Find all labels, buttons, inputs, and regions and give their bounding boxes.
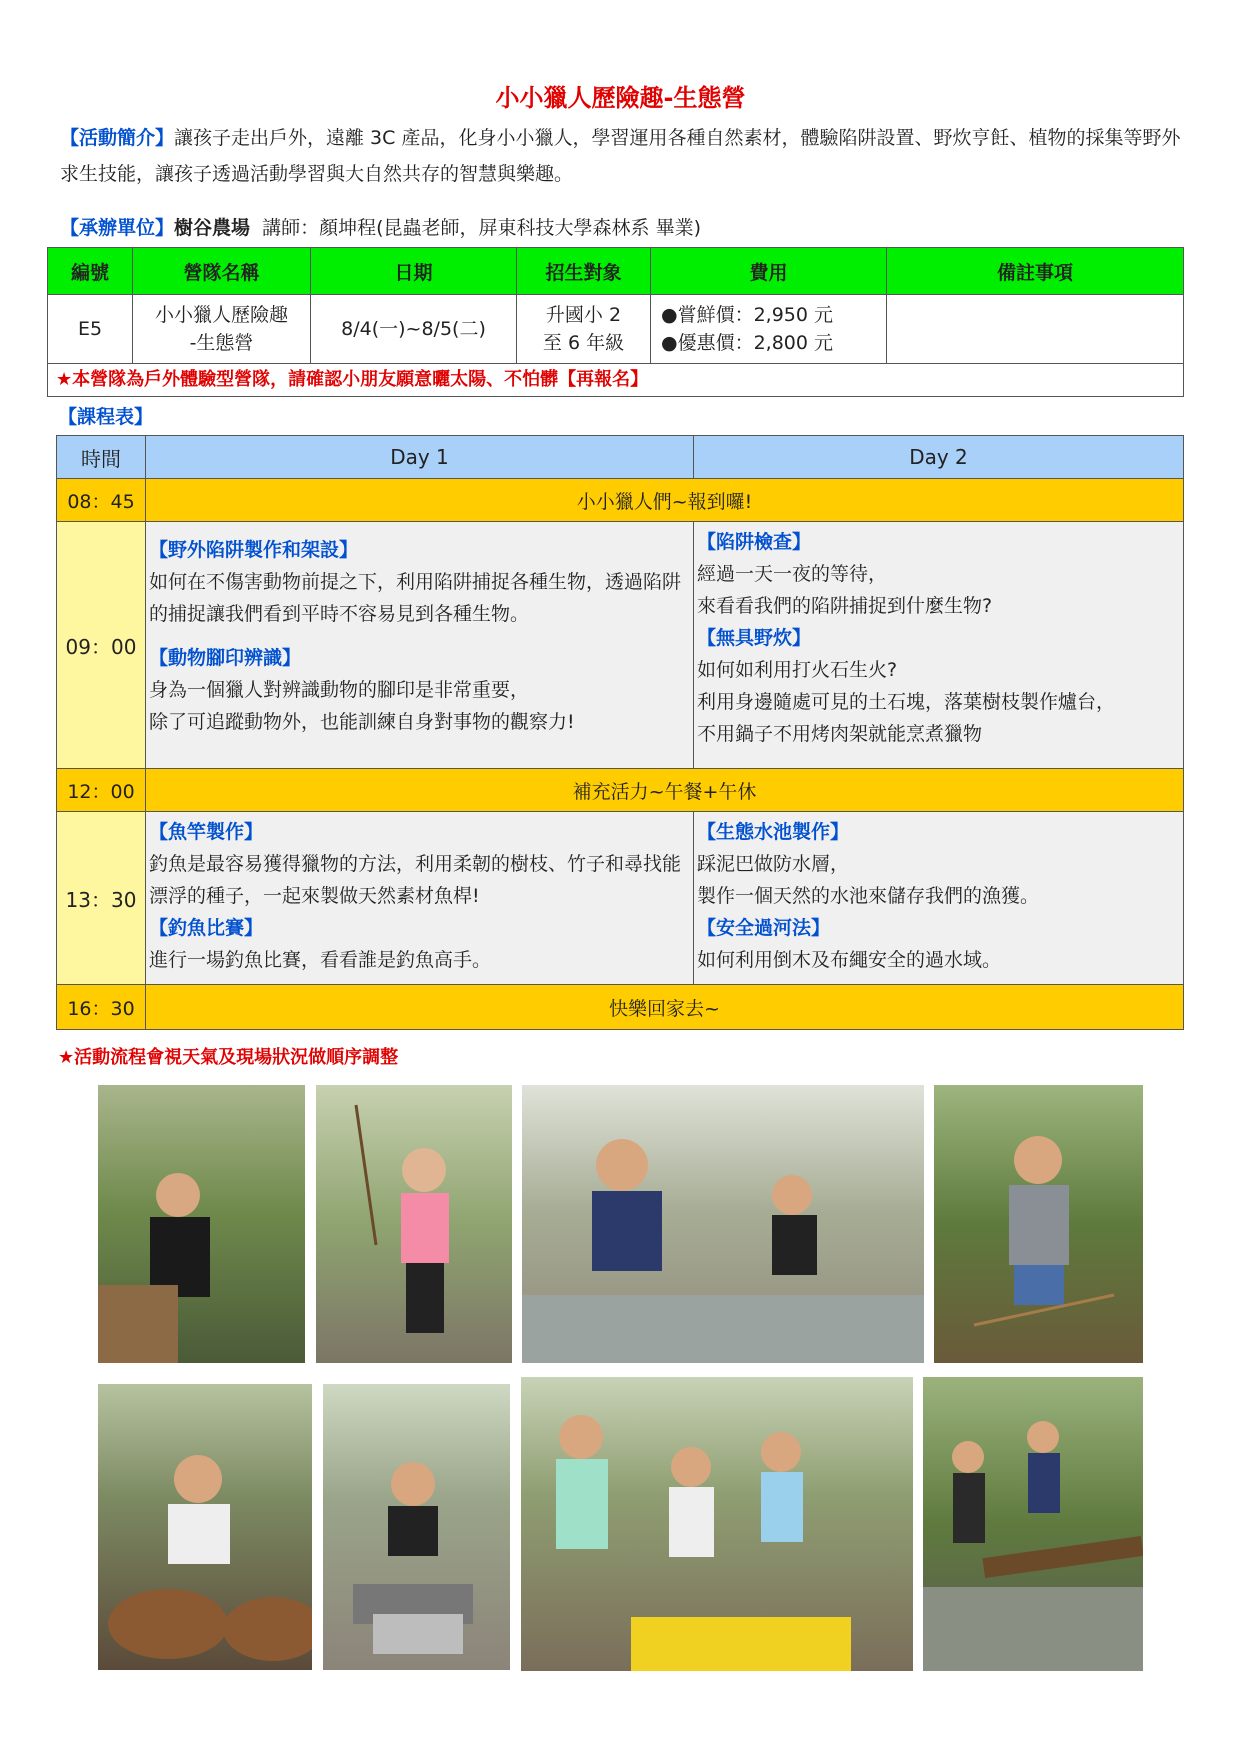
activity-desc: 來看看我們的陷阱捕捉到什麼生物? (697, 595, 993, 617)
instructor-text: 講師：顏坤程(昆蟲老師，屏東科技大學森林系 畢業) (262, 217, 701, 239)
intro-text: 讓孩子走出戶外，遠離 3C 產品，化身小小獵人，學習運用各種自然素材，體驗陷阱設置、野炊亨飪、植物的採集等野外求生技能，讓孩子透過活動學習與大自然共存的智慧與樂趣。 (60, 127, 1181, 185)
activity-title: 【生態水池製作】 (697, 821, 850, 843)
activity-desc: 身為一個獵人對辨識動物的腳印是非常重要， (149, 679, 530, 701)
schedule-label: 【課程表】 (58, 406, 154, 428)
header-day1: Day 1 (146, 436, 694, 479)
target-line1: 升國小 2 (545, 304, 622, 326)
cell-notes (887, 295, 1184, 364)
time-1200: 12：00 (57, 769, 146, 812)
header-notes: 備註事項 (887, 248, 1184, 295)
activity-title: 【釣魚比賽】 (149, 917, 264, 939)
activity-title: 【安全過河法】 (697, 917, 831, 939)
header-fee: 費用 (651, 248, 887, 295)
schedule-table (56, 435, 1184, 1030)
target-line2: 至 6 年級 (542, 332, 625, 354)
photo-kid-cooking-fire (323, 1384, 510, 1670)
photo-group-of-kids (521, 1377, 913, 1671)
activity-desc: 製作一個天然的水池來儲存我們的漁獲。 (697, 885, 1040, 907)
photo-kids-building-trap (98, 1085, 305, 1363)
fee-line2: ●優惠價：2,800 元 (661, 332, 834, 354)
organizer-line (60, 210, 1185, 246)
activity-title: 【陷阱檢查】 (697, 531, 812, 553)
activity-desc: 釣魚是最容易獲得獵物的方法，利用柔韌的樹枝、竹子和尋找能漂浮的種子，一起來製做天然素材魚桿! (149, 853, 682, 907)
cell-fee (651, 295, 887, 364)
cell-code: E5 (48, 295, 133, 364)
intro-tag: 【活動簡介】 (60, 127, 175, 149)
photo-kid-with-logs (98, 1384, 312, 1670)
lunch-text: 補充活力~午餐+午休 (146, 769, 1184, 812)
photo-girl-with-fishing-rod (316, 1085, 512, 1363)
time-1630: 16：30 (57, 985, 146, 1030)
activity-title: 【魚竿製作】 (149, 821, 264, 843)
header-day2: Day 2 (694, 436, 1184, 479)
header-date: 日期 (311, 248, 517, 295)
afternoon-day2 (694, 812, 1184, 985)
header-camp-name: 營隊名稱 (133, 248, 311, 295)
info-header-row (48, 248, 1184, 295)
activity-title: 【動物腳印辨識】 (149, 647, 302, 669)
activity-desc: 如何如利用打火石生火? (697, 659, 898, 681)
warning-text: ★本營隊為戶外體驗型營隊，請確認小朋友願意曬太陽、不怕髒【再報名】 (48, 364, 1184, 397)
time-1330: 13：30 (57, 812, 146, 985)
morning-day1 (146, 522, 694, 769)
organizer-tag: 【承辦單位】 (60, 217, 175, 239)
schedule-footnote: ★活動流程會視天氣及現場狀況做順序調整 (58, 1047, 399, 1068)
activity-title: 【無具野炊】 (697, 627, 812, 649)
intro-paragraph (60, 120, 1185, 192)
activity-desc: 進行一場釣魚比賽，看看誰是釣魚高手。 (149, 949, 492, 971)
header-code: 編號 (48, 248, 133, 295)
header-target: 招生對象 (517, 248, 651, 295)
afternoon-day1 (146, 812, 694, 985)
schedule-row-home (57, 985, 1184, 1030)
checkin-text: 小小獵人們~報到囉! (146, 479, 1184, 522)
morning-day2 (694, 522, 1184, 769)
header-time: 時間 (57, 436, 146, 479)
time-0845: 08：45 (57, 479, 146, 522)
organizer-name: 樹谷農場 (174, 217, 251, 239)
activity-desc: 除了可追蹤動物外，也能訓練自身對事物的觀察力! (149, 711, 575, 733)
schedule-row-lunch (57, 769, 1184, 812)
cell-date: 8/4(一)~8/5(二) (311, 295, 517, 364)
home-text: 快樂回家去~ (146, 985, 1184, 1030)
schedule-header-row (57, 436, 1184, 479)
cell-camp-name (133, 295, 311, 364)
activity-desc: 踩泥巴做防水層， (697, 853, 850, 875)
activity-desc: 利用身邊隨處可見的土石塊，落葉樹枝製作爐台， (697, 691, 1116, 713)
photo-kids-in-muddy-pool (522, 1085, 924, 1363)
cell-target (517, 295, 651, 364)
schedule-row-morning (57, 522, 1184, 769)
info-data-row (48, 295, 1184, 364)
photo-river-crossing (923, 1377, 1143, 1671)
schedule-row-checkin (57, 479, 1184, 522)
activity-desc: 如何在不傷害動物前提之下，利用陷阱捕捉各種生物，透過陷阱的捕捉讓我們看到平時不容易見到各種生物。 (149, 571, 682, 625)
activity-desc: 不用鍋子不用烤肉架就能烹煮獵物 (697, 723, 983, 745)
page-title: 小小獵人歷險趣-生態營 (495, 84, 746, 112)
activity-desc: 如何利用倒木及布繩安全的過水域。 (697, 949, 1002, 971)
photo-boy-crouching-trap (934, 1085, 1143, 1363)
fee-line1: ●嘗鮮價：2,950 元 (661, 304, 834, 326)
camp-info-table (47, 247, 1184, 397)
activity-desc: 經過一天一夜的等待， (697, 563, 888, 585)
camp-name-line1: 小小獵人歷險趣 (154, 304, 288, 326)
camp-name-line2: -生態營 (189, 332, 254, 354)
info-warning-row (48, 364, 1184, 397)
activity-title: 【野外陷阱製作和架設】 (149, 539, 359, 561)
schedule-row-afternoon (57, 812, 1184, 985)
time-0900: 09：00 (57, 522, 146, 769)
